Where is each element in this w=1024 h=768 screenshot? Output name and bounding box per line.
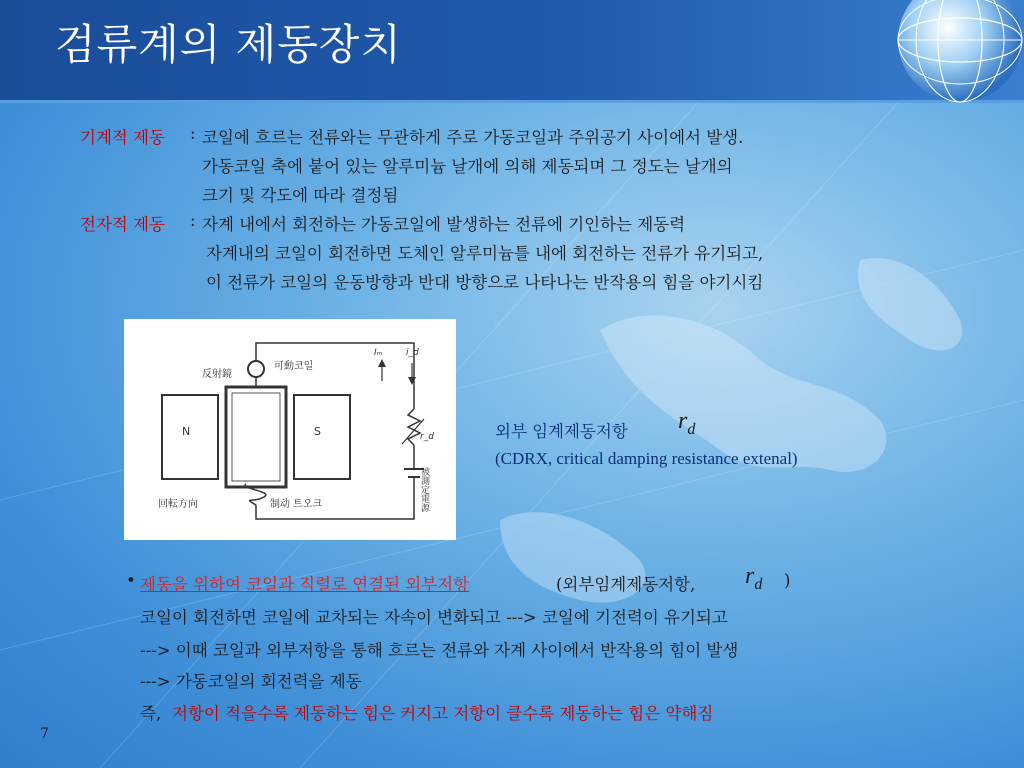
movable-coil <box>226 387 286 487</box>
label-torque: 制动 트오크 <box>270 499 323 510</box>
external-resistor <box>408 409 420 445</box>
label-id: i_d <box>406 348 419 358</box>
label-n: N <box>182 425 191 438</box>
globe-icon <box>890 0 1024 110</box>
label-im: Iₘ <box>374 348 383 358</box>
bullet-last-text: 저항이 적을수록 제동하는 힘은 커지고 저항이 클수록 제동하는 힘은 약해짐 <box>172 704 714 723</box>
title-bar-divider <box>0 100 1024 103</box>
reflector-mirror <box>248 361 264 377</box>
electromagnetic-label: 전자적 제동 <box>80 215 165 234</box>
page-number: 7 <box>40 726 49 742</box>
mechanical-line-2: 가동코일 축에 붙어 있는 알루미늄 날개에 의해 제동되며 그 정도는 날개의 <box>202 157 733 176</box>
bullet-last-prefix: 즉, <box>140 704 162 723</box>
magnet-s <box>294 395 350 479</box>
label-s: S <box>314 425 321 438</box>
bullet-line-1: 코일이 회전하면 코일에 교차되는 자속이 변화되고 ---> 코일에 기전력이 유기되고 <box>140 608 728 627</box>
bullet-highlight: 제동을 위하여 코일과 직렬로 연결된 외부저항 <box>140 575 470 594</box>
bullet-paren-open: (외부임계제동저항, <box>556 575 696 594</box>
cdrx-label: (CDRX, critical damping resistance extenal) <box>495 449 798 468</box>
galvanometer-diagram <box>124 319 456 540</box>
external-resistance-symbol: $r_d$ <box>678 408 696 438</box>
bullet-marker: • <box>126 571 136 590</box>
slide-title: 검류계의 제동장치 <box>55 20 402 69</box>
bullet-symbol: $r_d$ <box>745 563 763 593</box>
electromagnetic-line-3: 이 전류가 코일의 운동방향과 반대 방향으로 나타나는 반작용의 힘을 야기시킴 <box>206 273 764 292</box>
electromagnetic-colon: : <box>190 211 196 230</box>
electromagnetic-line-1: 자계 내에서 회전하는 가동코일에 발생하는 전류에 기인하는 제동력 <box>202 215 686 234</box>
label-reflector: 反射鏡 <box>202 369 232 380</box>
mechanical-line-1: 코일에 흐르는 전류와는 무관하게 주로 가동코일과 주위공기 사이에서 발생. <box>202 128 744 147</box>
mechanical-colon: : <box>190 124 196 143</box>
label-coil: 可動코일 <box>274 361 314 372</box>
label-rd: r_d <box>420 432 434 442</box>
label-source: 被測定電源 <box>419 467 429 512</box>
bullet-line-3: ---> 가동코일의 회전력을 제동 <box>140 672 362 691</box>
electromagnetic-line-2: 자계내의 코일이 회전하면 도체인 알루미늄틀 내에 회전하는 전류가 유기되고, <box>206 244 764 263</box>
bullet-paren-close: ) <box>784 571 791 590</box>
mechanical-label: 기계적 제동 <box>80 128 165 147</box>
mechanical-line-3: 크기 및 각도에 따라 결정됨 <box>202 186 399 205</box>
bullet-line-2: ---> 이때 코일과 외부저항을 통해 흐르는 전류와 자계 사이에서 반작용의 힘이 발생 <box>140 641 739 660</box>
external-resistance-label: 외부 임계제동저항 <box>495 422 628 441</box>
label-rotation: 回転方向 <box>158 499 198 510</box>
